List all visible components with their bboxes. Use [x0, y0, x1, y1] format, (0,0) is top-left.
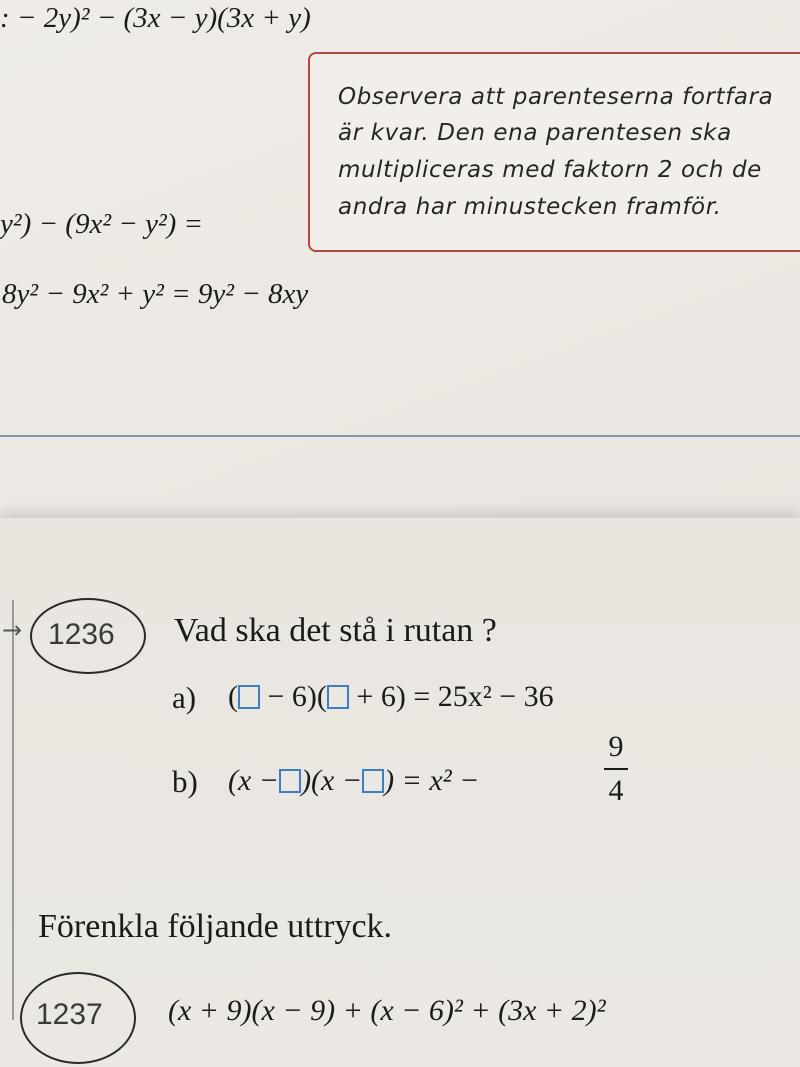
part-b-label: b) — [172, 764, 198, 799]
note-line-4: andra har minustecken framför. — [338, 194, 722, 220]
part-b-text-2: )(x − — [301, 764, 363, 797]
answer-box-a2[interactable] — [327, 685, 349, 709]
section-heading: Förenkla följande uttryck. — [38, 908, 393, 945]
section-divider — [0, 435, 800, 437]
part-a-text-2: − 6)( — [260, 680, 327, 713]
math-line-3: 8y² − 9x² + y² = 9y² − 8xy — [2, 278, 309, 310]
note-line-1: Observera att parenteserna fortfara — [338, 84, 774, 110]
answer-box-b2[interactable] — [362, 769, 384, 793]
math-line-1: : − 2y)² − (3x − y)(3x + y) — [0, 2, 311, 34]
arrow-right-icon: → — [2, 616, 23, 644]
part-b-text-3: ) = x² − — [384, 764, 480, 797]
question-text: Vad ska det stå i rutan ? — [174, 612, 497, 649]
note-box — [308, 52, 800, 252]
problem-number-1237: 1237 — [36, 998, 103, 1031]
problem-1237-expression: (x + 9)(x − 9) + (x − 6)² + (3x + 2)² — [168, 994, 606, 1027]
answer-box-b1[interactable] — [279, 769, 301, 793]
answer-box-a1[interactable] — [238, 685, 260, 709]
math-line-2: y²) − (9x² − y²) = — [0, 208, 204, 240]
fraction-numerator: 9 — [608, 730, 624, 763]
part-a-label: a) — [172, 680, 197, 715]
problem-number-1236: 1236 — [48, 618, 115, 651]
margin-line — [12, 600, 14, 1020]
fraction — [604, 730, 628, 808]
fraction-bar — [604, 768, 628, 770]
fraction-denominator: 4 — [608, 774, 624, 807]
part-b-text-1: (x − — [228, 764, 280, 797]
part-a-text-3: + 6) = 25x² − 36 — [348, 680, 554, 713]
part-b-expression — [228, 764, 479, 798]
part-a-expression — [228, 680, 554, 714]
part-a-text-1: ( — [228, 680, 238, 713]
note-line-3: multipliceras med faktorn 2 och de — [338, 157, 762, 183]
note-line-2: är kvar. Den ena parentesen ska — [338, 120, 732, 146]
